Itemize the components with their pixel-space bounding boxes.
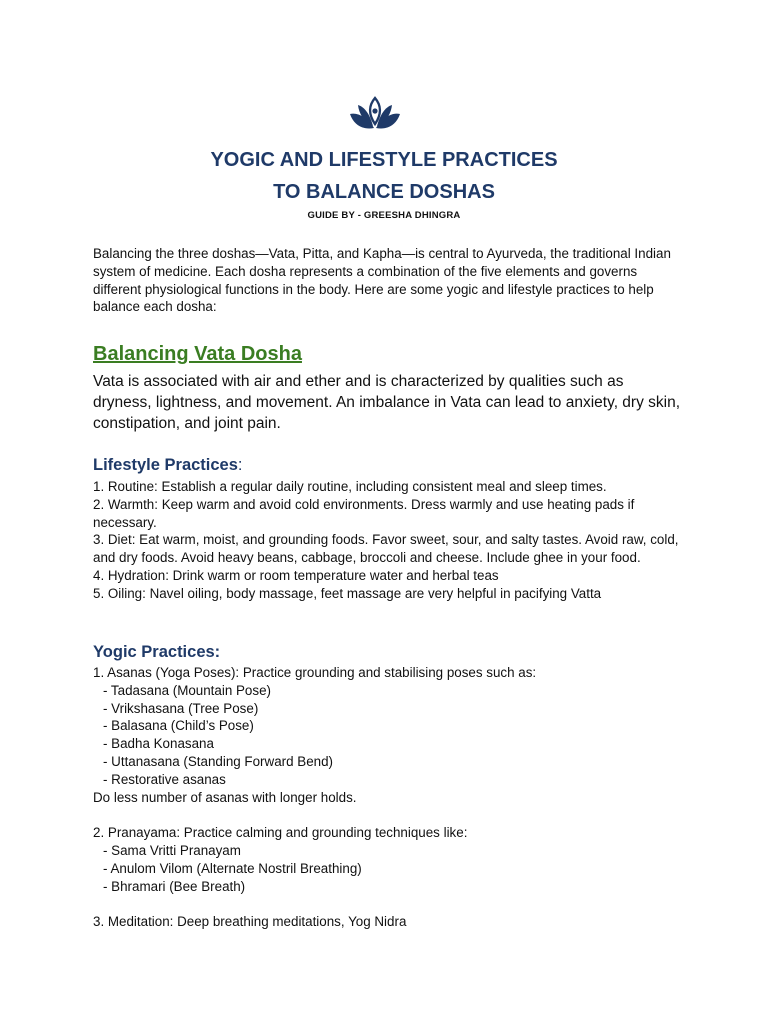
document-body bbox=[93, 245, 683, 930]
list-item: - Badha Konasana bbox=[103, 736, 214, 752]
list-item: - Restorative asanas bbox=[103, 771, 226, 787]
meditation-item: 3. Meditation: Deep breathing meditations, Yog Nidra bbox=[93, 914, 407, 930]
yogic-heading: Yogic Practices: bbox=[93, 643, 221, 661]
lifestyle-list bbox=[93, 478, 683, 603]
lifestyle-heading-text: Lifestyle Practices bbox=[93, 456, 238, 474]
list-item: 4. Hydration: Drink warm or room temperature water and herbal teas bbox=[93, 567, 499, 583]
list-item: - Sama Vritti Pranayam bbox=[103, 842, 241, 858]
byline: GUIDE BY - GREESHA DHINGRA bbox=[307, 210, 461, 221]
list-item: - Vrikshasana (Tree Pose) bbox=[103, 700, 259, 716]
lifestyle-heading bbox=[93, 456, 243, 475]
yogic-list bbox=[93, 664, 683, 931]
list-item: - Balasana (Child’s Pose) bbox=[103, 718, 254, 734]
intro-paragraph: Balancing the three doshas—Vata, Pitta, and Kapha—is central to Ayurveda, the traditional Indian system of medicine. Each dosha represents a combination of the five elements and governs different physiological functions in the body. Here are some yogic and lifestyle practices to help balance each dosha: bbox=[93, 246, 671, 315]
spacer bbox=[93, 895, 683, 913]
vata-heading: Balancing Vata Dosha bbox=[93, 343, 302, 365]
lifestyle-heading-colon: : bbox=[237, 456, 243, 474]
asanas-intro: 1. Asanas (Yoga Poses): Practice grounding and stabilising poses such as: bbox=[93, 665, 537, 680]
asanas-note: Do less number of asanas with longer holds. bbox=[93, 789, 357, 805]
list-item: 1. Routine: Establish a regular daily routine, including consistent meal and sleep times. bbox=[93, 479, 607, 494]
pranayama-intro: 2. Pranayama: Practice calming and grounding techniques like: bbox=[93, 825, 468, 841]
vata-description: Vata is associated with air and ether and is characterized by qualities such as dryness, lightness, and movement. An imbalance in Vata can lead to anxiety, dry skin, constipation, and joint pain. bbox=[93, 373, 681, 432]
title-line-1: YOGIC AND LIFESTYLE PRACTICES bbox=[210, 149, 558, 171]
list-item: - Bhramari (Bee Breath) bbox=[103, 878, 246, 894]
list-item: - Tadasana (Mountain Pose) bbox=[103, 682, 271, 698]
lotus-icon bbox=[348, 96, 402, 134]
list-item: 2. Warmth: Keep warm and avoid cold environments. Dress warmly and use heating pads if necessary. bbox=[93, 496, 635, 530]
title-line-2: TO BALANCE DOSHAS bbox=[273, 181, 495, 203]
list-item: 5. Oiling: Navel oiling, body massage, feet massage are very helpful in pacifying Vatta bbox=[93, 585, 602, 601]
spacer bbox=[93, 806, 683, 824]
list-item: 3. Diet: Eat warm, moist, and grounding foods. Favor sweet, sour, and salty tastes. Avoid raw, cold, and dry foods. Avoid heavy beans, cabbage, broccoli and cheese. Include ghee in your food. bbox=[93, 532, 679, 566]
list-item: - Uttanasana (Standing Forward Bend) bbox=[103, 753, 333, 769]
list-item: - Anulom Vilom (Alternate Nostril Breathing) bbox=[103, 860, 362, 876]
